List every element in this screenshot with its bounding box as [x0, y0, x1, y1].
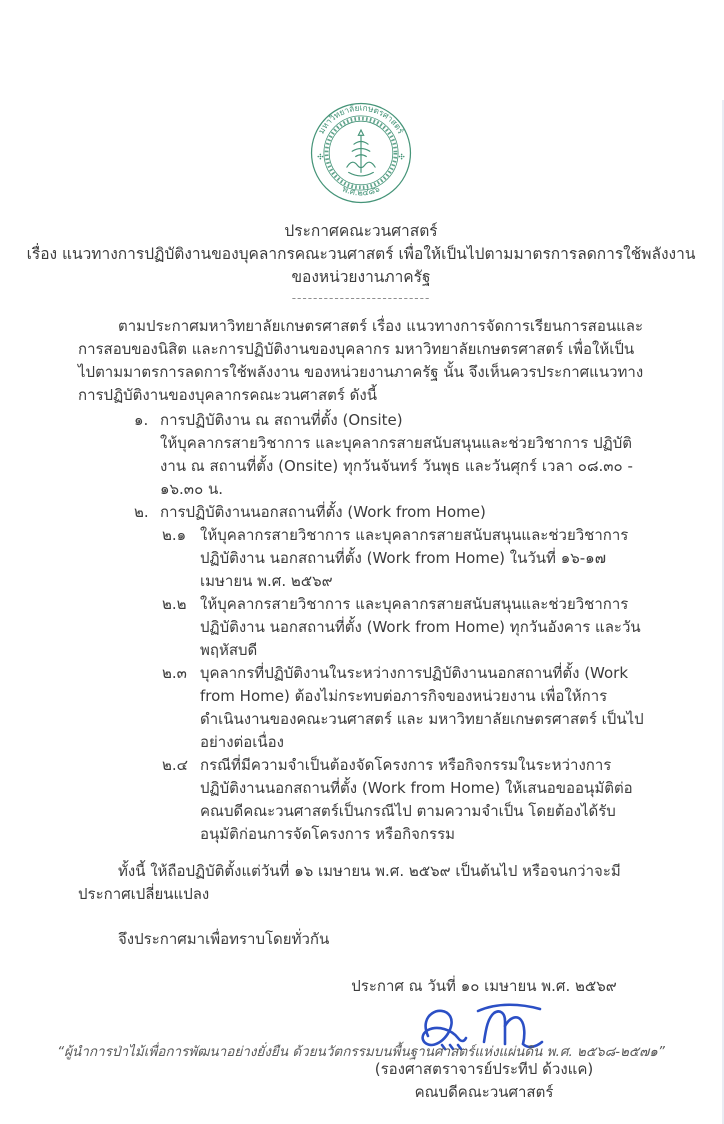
list-item-2	[134, 501, 648, 846]
university-seal	[308, 100, 414, 206]
list-item-1-title: การปฏิบัติงาน ณ สถานที่ตั้ง (Onsite)	[160, 411, 403, 429]
announcement-subject-line2: ของหน่วยงานภาครัฐ	[291, 268, 431, 286]
signer-name: (รองศาสตราจารย์ประทีป ด้วงแค)	[374, 1060, 594, 1078]
sub-item-2-4	[162, 754, 648, 846]
effective-date-paragraph: ทั้งนี้ ให้ถือปฏิบัติตั้งแต่วันที่ ๑๖ เมษายน พ.ศ. ๒๕๖๙ เป็นต้นไป หรือจนกว่าจะมีประกาศเปลี่ยนแปลง	[78, 862, 621, 903]
announcement-date-line: ประกาศ ณ วันที่ ๑๐ เมษายน พ.ศ. ๒๕๖๙	[351, 977, 617, 995]
list-item-1-body: ให้บุคลากรสายวิชาการ และบุคลากรสายสนับสนุนและช่วยวิชาการ ปฏิบัติงาน ณ สถานที่ตั้ง (Onsite) ทุกวันจันทร์ วันพุธ และวันศุกร์ เวลา ๐๘.๓๐ - ๑๖.๓๐ น.	[160, 434, 633, 498]
announcement-title: ประกาศคณะวนศาสตร์	[284, 222, 438, 240]
list-item-1-number: ๑.	[134, 411, 149, 429]
list-item-2-head	[134, 501, 648, 524]
sub-item-2-3-number: ๒.๓	[162, 664, 187, 682]
list-item-2-title: การปฏิบัติงานนอกสถานที่ตั้ง (Work from Home)	[160, 503, 486, 521]
dashed-divider: --------------------------	[291, 291, 431, 305]
closing-line: จึงประกาศมาเพื่อทราบโดยทั่วกัน	[118, 930, 330, 948]
announcement-subject-line1: เรื่อง แนวทางการปฏิบัติงานของบุคลากรคณะวนศาสตร์ เพื่อให้เป็นไปตามมาตรการลดการใช้พลังงาน	[26, 245, 696, 263]
list-item-1	[134, 409, 648, 501]
list-item-2-number: ๒.	[134, 503, 149, 521]
seal-flower-left-icon	[317, 154, 323, 160]
seal-top-text: มหาวิทยาลัยเกษตรศาสตร์	[315, 102, 407, 136]
kasetsart-seal-icon	[308, 100, 414, 206]
document-title-block	[0, 220, 722, 289]
sub-item-2-3-text: บุคลากรที่ปฏิบัติงานในระหว่างการปฏิบัติงานนอกสถานที่ตั้ง (Work from Home) ต้องไม่กระทบต่อภารกิจของหน่วยงาน เพื่อให้การดำเนินงานของคณะวนศาสตร์ และ มหาวิทยาลัยเกษตรศาสตร์ เป็นไปอย่างต่อเนื่อง	[200, 664, 644, 751]
sub-item-2-1-text: ให้บุคลากรสายวิชาการ และบุคลากรสายสนับสนุนและช่วยวิชาการ ปฏิบัติงาน นอกสถานที่ตั้ง (Work from Home) ในวันที่ ๑๖-๑๗ เมษายน พ.ศ. ๒๕๖๙	[200, 526, 629, 590]
seal-emblem-icon	[347, 130, 375, 176]
provisions-list	[134, 409, 648, 846]
sub-item-2-3	[162, 662, 648, 754]
seal-flower-right-icon	[399, 154, 405, 160]
footer-motto: “ผู้นำการป่าไม้เพื่อการพัฒนาอย่างยั่งยืน ด้วยนวัตกรรมบนพื้นฐานศาสตร์แห่งแผ่นดิน พ.ศ. ๒๕๖๘-๒๕๗๑”	[57, 1044, 665, 1060]
sub-item-2-4-text: กรณีที่มีความจำเป็นต้องจัดโครงการ หรือกิจกรรมในระหว่างการปฏิบัติงานนอกสถานที่ตั้ง (Work from Home) ให้เสนอขออนุมัติต่อคณบดีคณะวนศาสตร์เป็นกรณีไป ตามความจำเป็น โดยต้องได้รับอนุมัติก่อนการจัดโครงการ หรือกิจกรรม	[200, 756, 633, 843]
sub-item-2-2	[162, 593, 648, 662]
sub-item-2-1	[162, 524, 648, 593]
list-item-1-head	[134, 409, 648, 432]
sub-item-2-2-text: ให้บุคลากรสายวิชาการ และบุคลากรสายสนับสนุนและช่วยวิชาการ ปฏิบัติงาน นอกสถานที่ตั้ง (Work from Home) ทุกวันอังคาร และวันพฤหัสบดี	[200, 595, 641, 659]
sub-item-2-2-number: ๒.๒	[162, 595, 187, 613]
announcement-document-page	[0, 100, 724, 1124]
signer-title: คณบดีคณะวนศาสตร์	[414, 1083, 554, 1101]
seal-bottom-text: พ.ศ.๒๔๘๖	[340, 183, 382, 198]
sub-item-2-1-number: ๒.๑	[162, 526, 187, 544]
sub-item-2-4-number: ๒.๔	[162, 756, 189, 774]
intro-paragraph: ตามประกาศมหาวิทยาลัยเกษตรศาสตร์ เรื่อง แนวทางการจัดการเรียนการสอนและการสอบของนิสิต และการปฏิบัติงานของบุคลากร มหาวิทยาลัยเกษตรศาสตร์ เพื่อให้เป็นไปตามมาตรการลดการใช้พลังงาน ของหน่วยงานภาครัฐ นั้น จึงเห็นควรประกาศแนวทางการปฏิบัติงานของบุคลากรคณะวนศาสตร์ ดังนี้	[78, 317, 644, 404]
